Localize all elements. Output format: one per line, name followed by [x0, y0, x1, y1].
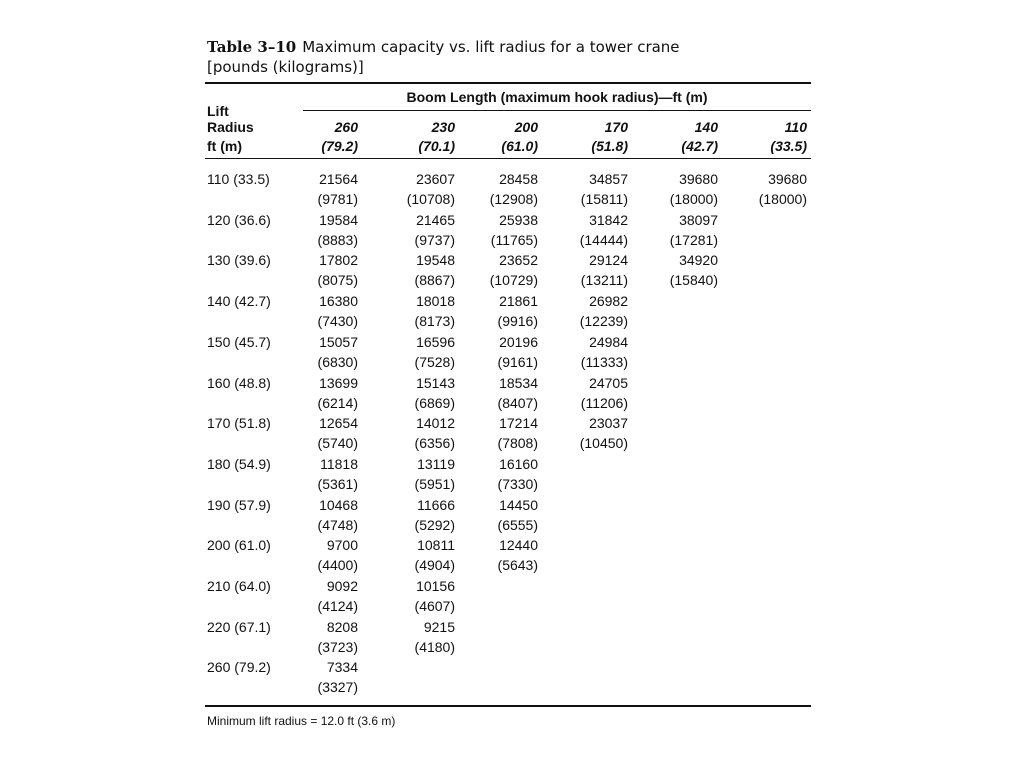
- lift-radius-cell: 210 (64.0): [207, 578, 271, 594]
- capacity-kilograms-cell: (5951): [414, 475, 455, 492]
- capacity-pounds-cell: 13699: [319, 374, 358, 391]
- capacity-kilograms-cell: (7528): [414, 353, 455, 370]
- lift-radius-cell: 120 (36.6): [207, 211, 271, 228]
- capacity-kilograms-cell: (6555): [497, 516, 538, 533]
- column-header-m: (70.1): [418, 138, 455, 154]
- capacity-pounds-cell: 24984: [589, 333, 628, 350]
- lift-radius-cell: 160 (48.8): [207, 374, 271, 391]
- capacity-pounds-cell: 21861: [499, 293, 538, 310]
- capacity-pounds-cell: 15057: [319, 333, 358, 350]
- capacity-pounds-cell: 10811: [417, 537, 455, 554]
- capacity-kilograms-cell: (12239): [579, 313, 628, 330]
- capacity-kilograms-cell: (7808): [497, 435, 538, 452]
- capacity-kilograms-cell: (5643): [497, 557, 538, 574]
- capacity-pounds-cell: 39680: [768, 171, 807, 187]
- column-header-m: (42.7): [681, 138, 718, 154]
- lift-radius-cell: 150 (45.7): [207, 333, 271, 350]
- capacity-kilograms-cell: (3327): [317, 679, 358, 696]
- capacity-kilograms-cell: (10729): [489, 272, 538, 289]
- capacity-pounds-cell: 21465: [416, 211, 455, 228]
- column-header-ft: 200: [514, 119, 538, 135]
- capacity-pounds-cell: 14012: [416, 415, 455, 432]
- lift-radius-cell: 110 (33.5): [207, 171, 270, 187]
- lift-radius-cell: 180 (54.9): [207, 455, 271, 472]
- capacity-pounds-cell: 17802: [319, 252, 358, 269]
- capacity-pounds-cell: 20196: [499, 333, 538, 350]
- capacity-pounds-cell: 23037: [589, 415, 628, 432]
- capacity-pounds-cell: 12654: [319, 415, 358, 432]
- capacity-kilograms-cell: (7430): [317, 313, 358, 330]
- caption-line-1: [207, 37, 807, 57]
- capacity-kilograms-cell: (10708): [406, 191, 455, 207]
- capacity-kilograms-cell: (4180): [414, 638, 455, 655]
- capacity-pounds-cell: 18018: [416, 293, 455, 310]
- lift-radius-cell: 200 (61.0): [207, 537, 271, 554]
- capacity-kilograms-cell: (9161): [497, 353, 538, 370]
- capacity-pounds-cell: 21564: [319, 171, 358, 187]
- column-header-m: (61.0): [501, 138, 538, 154]
- capacity-kilograms-cell: (8173): [414, 313, 455, 330]
- capacity-pounds-cell: 39680: [679, 171, 718, 187]
- lift-radius-cell: 260 (79.2): [207, 659, 271, 676]
- capacity-kilograms-cell: (9916): [497, 313, 538, 330]
- capacity-pounds-cell: 13119: [417, 455, 455, 472]
- capacity-pounds-cell: 19584: [319, 211, 358, 228]
- top-rule: [205, 82, 811, 84]
- lift-radius-cell: 190 (57.9): [207, 496, 271, 513]
- capacity-kilograms-cell: (8407): [497, 394, 538, 411]
- column-header-m: (51.8): [591, 138, 628, 154]
- table-number: Table 3–10: [207, 38, 297, 56]
- capacity-pounds-cell: 9215: [423, 618, 455, 635]
- capacity-kilograms-cell: (8883): [317, 231, 358, 248]
- capacity-kilograms-cell: (10450): [579, 435, 628, 452]
- column-header-m: (79.2): [321, 138, 358, 154]
- capacity-pounds-cell: 19548: [416, 252, 455, 269]
- column-header-ft: 230: [431, 119, 455, 135]
- lift-radius-cell: 220 (67.1): [207, 618, 271, 635]
- table-caption: [207, 37, 807, 77]
- column-header-ft: 170: [604, 119, 628, 135]
- capacity-kilograms-cell: (9781): [317, 191, 358, 207]
- capacity-pounds-cell: 18534: [499, 374, 538, 391]
- capacity-pounds-cell: 23607: [416, 171, 455, 187]
- capacity-kilograms-cell: (14444): [579, 231, 628, 248]
- capacity-pounds-cell: 10156: [416, 578, 455, 594]
- capacity-kilograms-cell: (3723): [317, 638, 358, 655]
- capacity-kilograms-cell: (11333): [580, 353, 628, 370]
- capacity-kilograms-cell: (4607): [414, 598, 455, 614]
- lift-radius-cell: 140 (42.7): [207, 293, 271, 310]
- capacity-kilograms-cell: (17281): [669, 231, 718, 248]
- capacity-pounds-cell: 17214: [499, 415, 538, 432]
- capacity-kilograms-cell: (5361): [317, 475, 358, 492]
- column-header-ft: 140: [694, 119, 718, 135]
- lift-label-line-1: Lift: [207, 103, 229, 119]
- boom-length-header: Boom Length (maximum hook radius)—ft (m): [406, 89, 708, 105]
- capacity-kilograms-cell: (13211): [580, 272, 628, 289]
- capacity-pounds-cell: 16380: [319, 293, 358, 310]
- capacity-pounds-cell: 23652: [499, 252, 538, 269]
- capacity-kilograms-cell: (8075): [317, 272, 358, 289]
- capacity-pounds-cell: 34920: [679, 252, 718, 269]
- capacity-kilograms-cell: (4124): [317, 598, 358, 614]
- bottom-rule: [205, 705, 811, 707]
- capacity-pounds-cell: 9092: [326, 578, 358, 594]
- capacity-kilograms-cell: (6830): [317, 353, 358, 370]
- capacity-kilograms-cell: (11765): [490, 231, 538, 248]
- capacity-pounds-cell: 34857: [589, 171, 628, 187]
- capacity-kilograms-cell: (18000): [758, 191, 807, 207]
- capacity-pounds-cell: 15143: [416, 374, 455, 391]
- footnote: Minimum lift radius = 12.0 ft (3.6 m): [207, 714, 396, 728]
- capacity-pounds-cell: 9700: [326, 537, 358, 554]
- capacity-pounds-cell: 14450: [499, 496, 538, 513]
- capacity-kilograms-cell: (12908): [489, 191, 538, 207]
- capacity-kilograms-cell: (15811): [580, 191, 628, 207]
- capacity-kilograms-cell: (5292): [414, 516, 455, 533]
- capacity-pounds-cell: 11818: [320, 455, 358, 472]
- column-header-ft: 110: [784, 119, 807, 135]
- capacity-kilograms-cell: (15840): [669, 272, 718, 289]
- table-title: Maximum capacity vs. lift radius for a tower crane: [302, 38, 680, 56]
- lift-label-line-2: Radius: [207, 119, 254, 135]
- boom-header-rule: [303, 110, 811, 111]
- capacity-pounds-cell: 25938: [499, 211, 538, 228]
- capacity-pounds-cell: 26982: [589, 293, 628, 310]
- table-units: [pounds (kilograms)]: [207, 58, 364, 76]
- capacity-kilograms-cell: (18000): [669, 191, 718, 207]
- capacity-kilograms-cell: (7330): [497, 475, 538, 492]
- header-rule: [205, 158, 811, 159]
- capacity-pounds-cell: 11666: [417, 496, 455, 513]
- capacity-kilograms-cell: (5740): [317, 435, 358, 452]
- lift-radius-cell: 130 (39.6): [207, 252, 271, 269]
- capacity-pounds-cell: 28458: [499, 171, 538, 187]
- capacity-pounds-cell: 16596: [416, 333, 455, 350]
- capacity-kilograms-cell: (4748): [317, 516, 358, 533]
- capacity-pounds-cell: 38097: [679, 211, 718, 228]
- capacity-pounds-cell: 7334: [326, 659, 358, 676]
- capacity-pounds-cell: 31842: [589, 211, 628, 228]
- capacity-kilograms-cell: (6356): [414, 435, 455, 452]
- capacity-pounds-cell: 24705: [589, 374, 628, 391]
- capacity-kilograms-cell: (4400): [317, 557, 358, 574]
- capacity-kilograms-cell: (8867): [414, 272, 455, 289]
- capacity-pounds-cell: 8208: [326, 618, 358, 635]
- capacity-kilograms-cell: (9737): [414, 231, 455, 248]
- lift-label-line-3: ft (m): [207, 138, 242, 154]
- lift-radius-cell: 170 (51.8): [207, 415, 271, 432]
- column-header-ft: 260: [334, 119, 358, 135]
- capacity-kilograms-cell: (11206): [580, 394, 628, 411]
- capacity-kilograms-cell: (4904): [414, 557, 455, 574]
- capacity-pounds-cell: 10468: [319, 496, 358, 513]
- column-header-m: (33.5): [770, 138, 807, 154]
- capacity-pounds-cell: 12440: [499, 537, 538, 554]
- capacity-kilograms-cell: (6869): [414, 394, 455, 411]
- capacity-kilograms-cell: (6214): [317, 394, 358, 411]
- capacity-pounds-cell: 29124: [589, 252, 628, 269]
- capacity-pounds-cell: 16160: [499, 455, 538, 472]
